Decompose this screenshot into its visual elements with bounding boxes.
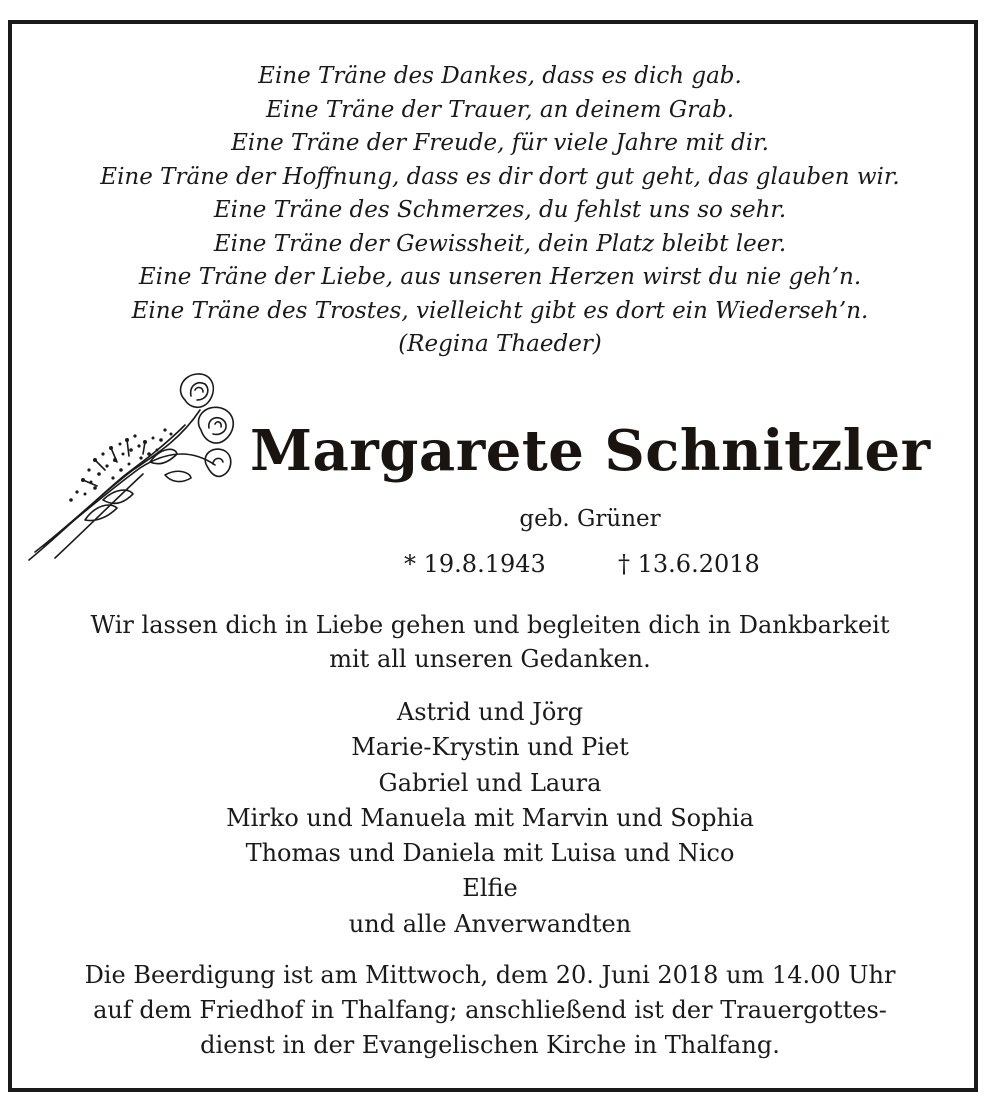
family-line: Thomas und Daniela mit Luisa und Nico xyxy=(245,839,735,868)
family-list xyxy=(0,695,980,942)
poem-line: Eine Träne der Gewissheit, dein Platz bleibt leer. xyxy=(213,230,787,257)
farewell-line: mit all unseren Gedanken. xyxy=(329,645,651,673)
funeral-line: auf dem Friedhof in Thalfang; anschließend ist der Trauergottes- xyxy=(93,996,887,1024)
poem xyxy=(0,60,1000,362)
poem-line: Eine Träne des Schmerzes, du fehlst uns so sehr. xyxy=(213,197,787,223)
farewell-text xyxy=(0,608,980,676)
family-line: Gabriel und Laura xyxy=(378,768,602,797)
death-date: † 13.6.2018 xyxy=(618,550,760,578)
family-line: Marie-Krystin und Piet xyxy=(351,733,629,762)
deceased-name: Margarete Schnitzler xyxy=(250,418,931,484)
poem-line: Eine Träne der Hoffnung, dass es dir dort gut geht, das glauben wir. xyxy=(100,163,900,190)
funeral-line: dienst in der Evangelischen Kirche in Thalfang. xyxy=(200,1031,780,1059)
poem-line: Eine Träne der Trauer, an deinem Grab. xyxy=(265,96,735,123)
poem-line: Eine Träne des Trostes, vielleicht gibt es dort ein Wiederseh’n. xyxy=(131,297,869,324)
roses-icon xyxy=(25,370,245,565)
poem-author: (Regina Thaeder) xyxy=(398,331,602,357)
poem-line: Eine Träne des Dankes, dass es dich gab. xyxy=(258,63,742,89)
family-line: Astrid und Jörg xyxy=(396,698,584,726)
family-line: Mirko und Manuela mit Marvin und Sophia xyxy=(226,803,754,832)
funeral-line: Die Beerdigung ist am Mittwoch, dem 20. Juni 2018 um 14.00 Uhr xyxy=(84,961,896,989)
maiden-name: geb. Grüner xyxy=(519,506,661,532)
family-line: Elfie xyxy=(462,874,518,903)
poem-line: Eine Träne der Freude, für viele Jahre mit dir. xyxy=(231,130,769,156)
funeral-notice xyxy=(0,958,980,1063)
farewell-line: Wir lassen dich in Liebe gehen und begleiten dich in Dankbarkeit xyxy=(90,611,890,639)
family-line: und alle Anverwandten xyxy=(348,909,632,938)
birth-date: * 19.8.1943 xyxy=(404,550,546,578)
poem-line: Eine Träne der Liebe, aus unseren Herzen wirst du nie geh’n. xyxy=(138,264,862,290)
